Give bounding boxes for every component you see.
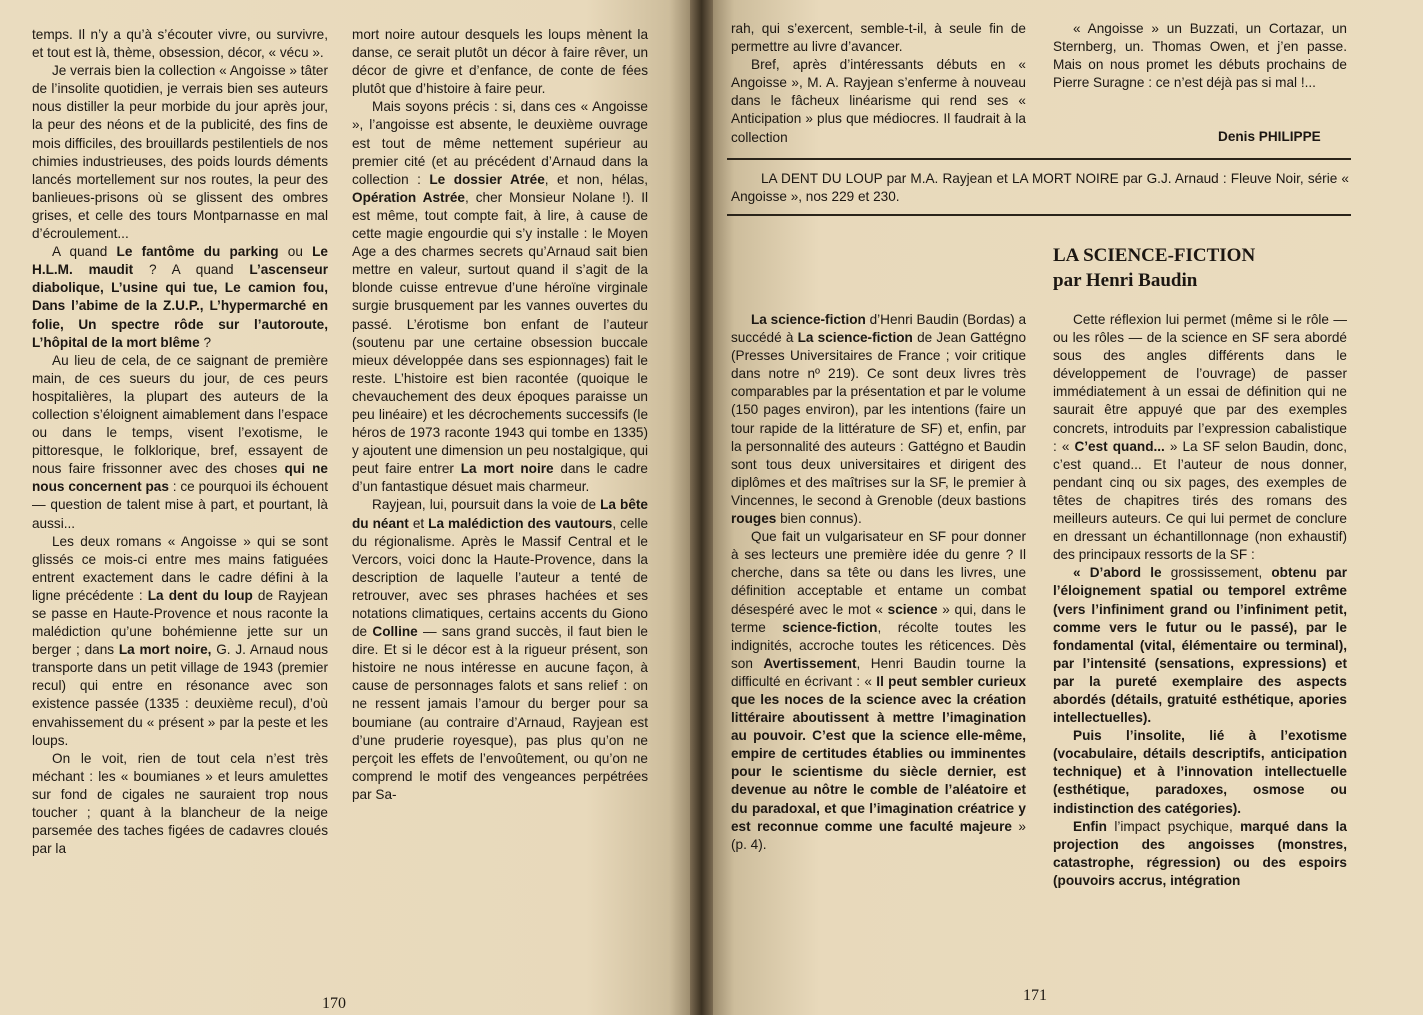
text: « Angoisse » un Buzzati, un Cortazar, un Sternberg, un. Thomas Owen, et j’en passe. Mais on nous promet les débuts prochains de Pierre Suragne : ce n’est déjà pas si mal !...: [1053, 21, 1347, 91]
headline-title: LA SCIENCE-FICTION: [1053, 245, 1256, 266]
headline-author: par Henri Baudin: [1053, 270, 1198, 291]
bold-text: La malédiction des vautours: [428, 515, 613, 531]
reference-rule-top: [727, 158, 1351, 160]
text: » (p. 4).: [731, 818, 1026, 852]
paragraph: [731, 528, 1026, 854]
text: de Rayjean se passe en Haute-Provence et nous raconte la malédiction qu’une bohémienne jette sur un berger ; dans: [32, 587, 328, 658]
bold-text: La science-fiction: [751, 312, 866, 327]
text: de Jean Gattégno (Presses Universitaires de France ; voir critique dans notre nº 219). Ce sont deux livres très comparables par la présentation et par le volume (150 pages environ), par les intentions (faire un tour rapide de la littérature de SF) et, enfin, par la personnalité des auteurs : Gattégno et Baudin sont tous deux universitaires et dirigent des diplômes et des maîtrises sur la SF, le premier à Vincennes, le second à Grenoble (deux bastions: [731, 330, 1027, 508]
page-number-left: 170: [322, 995, 346, 1012]
paragraph: [731, 56, 1026, 146]
paragraph: [32, 62, 328, 243]
book-reference: LA DENT DU LOUP par M.A. Rayjean et LA MORT NOIRE par G.J. Arnaud : Fleuve Noir, série « Angoisse », nos 229 et 230.: [731, 171, 1349, 204]
left-column-1: [32, 26, 328, 858]
paragraph: [1053, 564, 1347, 727]
paragraph: [32, 26, 328, 62]
text: Au lieu de cela, de ce saignant de première main, de ces sueurs du jour, de ces peurs hospitalières, la plupart des auteurs de la collection s’éloignent aimablement dans l’espace ou dans le temps, visent l’exotisme, le pittoresque, le folklorique, bref, essayent de nous faire frissonner avec des choses: [32, 352, 328, 477]
paragraph: [352, 26, 648, 98]
right-column-1-bottom: [731, 311, 1026, 854]
bold-text: C’est quand...: [1074, 438, 1165, 454]
bold-text: La science-fiction: [797, 330, 913, 346]
right-column-2-top: [1053, 20, 1347, 92]
bold-text: marqué dans la projection des angoisses (monstres, catastrophe, régression) ou des espoirs (pouvoirs accrus, intégration: [1053, 818, 1347, 888]
text: temps. Il n’y a qu’à s’écouter vivre, ou survivre, et tout est là, thème, obsession, décor, « vécu ».: [32, 27, 328, 61]
text: ou: [278, 244, 313, 260]
bold-text: Avertissement: [763, 655, 857, 671]
text: ?: [199, 334, 212, 350]
paragraph: [352, 98, 648, 496]
bold-text: qui ne nous concernent pas: [32, 461, 328, 495]
text: , cher Monsieur Nolane !). Il est même, tout compte fait, à lire, à cause de cette magie engourdie qui s’y installe : le Moyen Age a des charmes secrets qu’Arnaud sait bien mettre en valeur, surtout quand il s’agit de la blonde cuisse entrevue d’une héroïne virginale surgie brusquement par les vannes ouvertes du passé. L’érotisme bon enfant de l’auteur (soutenu par une certaine obsession buccale mieux développée dans ses espionnages) fait le reste. L’histoire est bien racontée (quoique le chevauchement des deux époques paraisse un peu linéaire) et les décrochements successifs (le héros de 1973 raconte 1943 qui tombe en 1335) y ajoutent une dimension un peu nostalgique, qui peut faire entrer: [352, 189, 648, 477]
bold-text: Il peut sembler curieux que les noces de la science avec la création littéraire aboutissent à mettre l’imagination au pouvoir. C’est que la science elle-même, empire de certitudes établies ou imminentes pour le scientisme du siècle dernier, est devenue au nôtre le comble de l’aléatoire et du paradoxal, et que l’imagination créatrice y est reconnue comme une faculté majeure: [731, 673, 1027, 834]
review-signature: Denis PHILIPPE: [1218, 129, 1321, 144]
bold-text: obtenu par l’éloignement spatial ou temporel extrême (vers l’infiniment grand ou l’infiniment petit, comme vers le futur ou le passé), par le fondamental (vital, élémentaire ou terminal), par l’intensité (sensations, expressions) et par la pureté exemplaire des aspects abordés (détails, gratuité esthétique, apories intellectuelles).: [1053, 565, 1348, 726]
left-column-2: [352, 26, 648, 804]
paragraph: [1053, 311, 1347, 564]
paragraph: [731, 311, 1026, 528]
bold-text: Puis l’insolite, lié à l’exotisme (vocabulaire, détails descriptifs, anticipation technique) et à l’innovation intellectuelle (esthétique, paradoxes, osmose ou indistinction des catégories).: [1053, 728, 1347, 816]
bold-text: L’ascenseur diabolique, L’usine qui tue, Le camion fou, Dans l’abime de la Z.U.P., L’hypermarché en folie, Un spectre rôde sur l’autoroute, L’hôpital de la mort blême: [32, 262, 328, 350]
text: , Henri Baudin tourne la difficulté en écrivant : «: [731, 655, 1026, 689]
text: grossissement,: [1161, 565, 1272, 581]
left-page: [0, 0, 690, 1015]
text: d’Henri Baudin (Bordas) a succédé à: [731, 312, 1027, 346]
paragraph: [32, 750, 328, 859]
paragraph: [1053, 818, 1347, 890]
bold-text: La mort noire: [460, 461, 554, 477]
text: , et non, hélas,: [544, 171, 648, 187]
bold-text: La mort noire,: [118, 642, 212, 658]
bold-text: Le fantôme du parking: [116, 244, 279, 260]
bold-text: La bête du néant: [352, 497, 648, 531]
text: Bref, après d’intéressants débuts en « Angoisse », M. A. Rayjean s’enferme à nouveau dans le fâcheux linéarisme qui rend ses « Anticipation » plus que médiocres. Il faudrait à la collection: [731, 57, 1026, 145]
bold-text: Opération Astrée: [352, 189, 465, 205]
text: » qui, dans le terme: [731, 601, 1026, 635]
bold-text: Le H.L.M. maudit: [32, 244, 328, 278]
text: G. J. Arnaud nous transporte dans un petit village de 1943 (premier recul) qui entre en résonance avec son existence passée (1335 : deuxième recul), d’où envahissement du « présent » par la peste et les loups.: [32, 642, 328, 748]
text: bien connus).: [776, 511, 862, 527]
bold-text: « D’abord le: [1073, 565, 1162, 581]
text: ? A quand: [133, 262, 250, 278]
text: mort noire autour desquels les loups mènent la danse, ce serait plutôt un décor à faire rêver, un décor de givre et d’enfance, de conte de fées plutôt que d’histoire à faire peur.: [352, 27, 648, 97]
text: l’impact psychique,: [1106, 818, 1241, 834]
bold-text: La dent du loup: [147, 587, 253, 603]
paragraph: [352, 496, 648, 804]
paragraph: [1053, 727, 1347, 817]
bold-text: Colline: [372, 624, 418, 640]
text: dans le cadre d’un fantastique désuet mais charmeur.: [352, 461, 648, 495]
text: Je verrais bien la collection « Angoisse » tâter de l’insolite quotidien, je verrais bien ses auteurs nous distiller la peur morbide du jour après jour, la peur des néons et de la publicité, des fins de mois difficiles, des brouillards pestilentiels de nos chimies industrieuses, des poids lourds déments lancés mortellement sur nos routes, la peur des banlieues-prisons où se glissent des ombres grises, et celle des tours Montparnasse en mal d’écroulement...: [32, 63, 328, 242]
page-number-right: 171: [1023, 987, 1047, 1004]
text: Mais soyons précis : si, dans ces « Angoisse », l’angoisse est absente, le deuxième ouvrage est tout de même nettement supérieur au premier cité (et au précédent d’Arnaud dans la collection :: [352, 99, 648, 187]
paragraph: [731, 20, 1026, 56]
right-column-2-bottom: [1053, 311, 1347, 890]
text: : ce pourquoi ils échouent — question de talent mise à part, et pourtant, là aussi...: [32, 479, 328, 531]
text: Les deux romans « Angoisse » qui se sont glissés ce mois-ci entre mes mains fatiguées entrent exactement dans le cadre défini à la ligne précédente :: [32, 533, 328, 603]
paragraph: [32, 243, 328, 352]
text: — sans grand succès, il faut bien le dire. Et si le décor est à la rigueur présent, son histoire ne nous intéresse en aucune façon, à cause de personnages falots et sans relief : on ne ressent jamais l’amour du berger pour sa boumiane (au contraire d’Arnaud, Rayjean est d’une pruderie royesque), pas plus qu’on ne perçoit les effets de l’envoûtement, ou qu’on ne comprend le motif des vengeances perpétrées par Sa-: [352, 624, 648, 802]
paragraph: [32, 533, 328, 750]
right-column-1-top: [731, 20, 1026, 147]
text: A quand: [52, 244, 117, 260]
reference-rule-bottom: [727, 214, 1351, 216]
article-headline: [1053, 243, 1373, 293]
bold-text: Enfin: [1073, 818, 1107, 834]
bold-text: science-fiction: [782, 619, 878, 635]
text: On le voit, rien de tout cela n’est très méchant : les « boumianes » et leurs amulettes sur fond de cigales ne sauraient trop nous toucher ; quant à la blancheur de la neige parsemée des taches figées de cadavres cloués par la: [32, 750, 328, 857]
text: Cette réflexion lui permet (même si le rôle — ou les rôles — de la science en SF sera abordé sous des angles différents dans le développement de l’ouvrage) de passer immédiatement à un essai de définition qui ne saurait être appuyé que par des exemples concrets, introduits par l’expression cabalistique : «: [1053, 312, 1347, 454]
bold-text: Le dossier Atrée: [429, 171, 545, 187]
text: , récolte toutes les indignités, accroche toutes les réticences. Dès son: [731, 619, 1026, 671]
text: Rayjean, lui, poursuit dans la voie de: [372, 497, 601, 513]
text: , celle du régionalisme. Après le Massif Central et le Vercors, voici donc la Haute-Provence, dans la description de laquelle l’auteur a tenté de retrouver, avec ses phrases hachées et ses notations climatiques, certains accents du Giono de: [352, 515, 649, 640]
book-gutter: [690, 0, 713, 1015]
paragraph: [1053, 20, 1347, 92]
text: Que fait un vulgarisateur en SF pour donner à ses lecteurs une première idée du genre ? Il cherche, dans sa tête ou dans les livres, une définition acceptable et entame un combat désespéré avec le mot «: [731, 529, 1026, 617]
text: rah, qui s’exercent, semble-t-il, à seule fin de permettre au livre d’avancer.: [731, 21, 1026, 55]
paragraph: [32, 352, 328, 533]
text: et: [408, 515, 429, 531]
right-page: [713, 0, 1423, 1015]
bold-text: science: [887, 601, 938, 617]
bold-text: rouges: [731, 511, 777, 527]
text: » La SF selon Baudin, donc, c’est quand... Et l’auteur de nous donner, pendant cinq ou six pages, des exemples de têtes de chapitres tirés des romans des meilleurs auteurs. Ce qui lui permet de conclure en dressant un échantillonnage (non exhaustif) des principaux ressorts de la SF :: [1053, 438, 1348, 563]
